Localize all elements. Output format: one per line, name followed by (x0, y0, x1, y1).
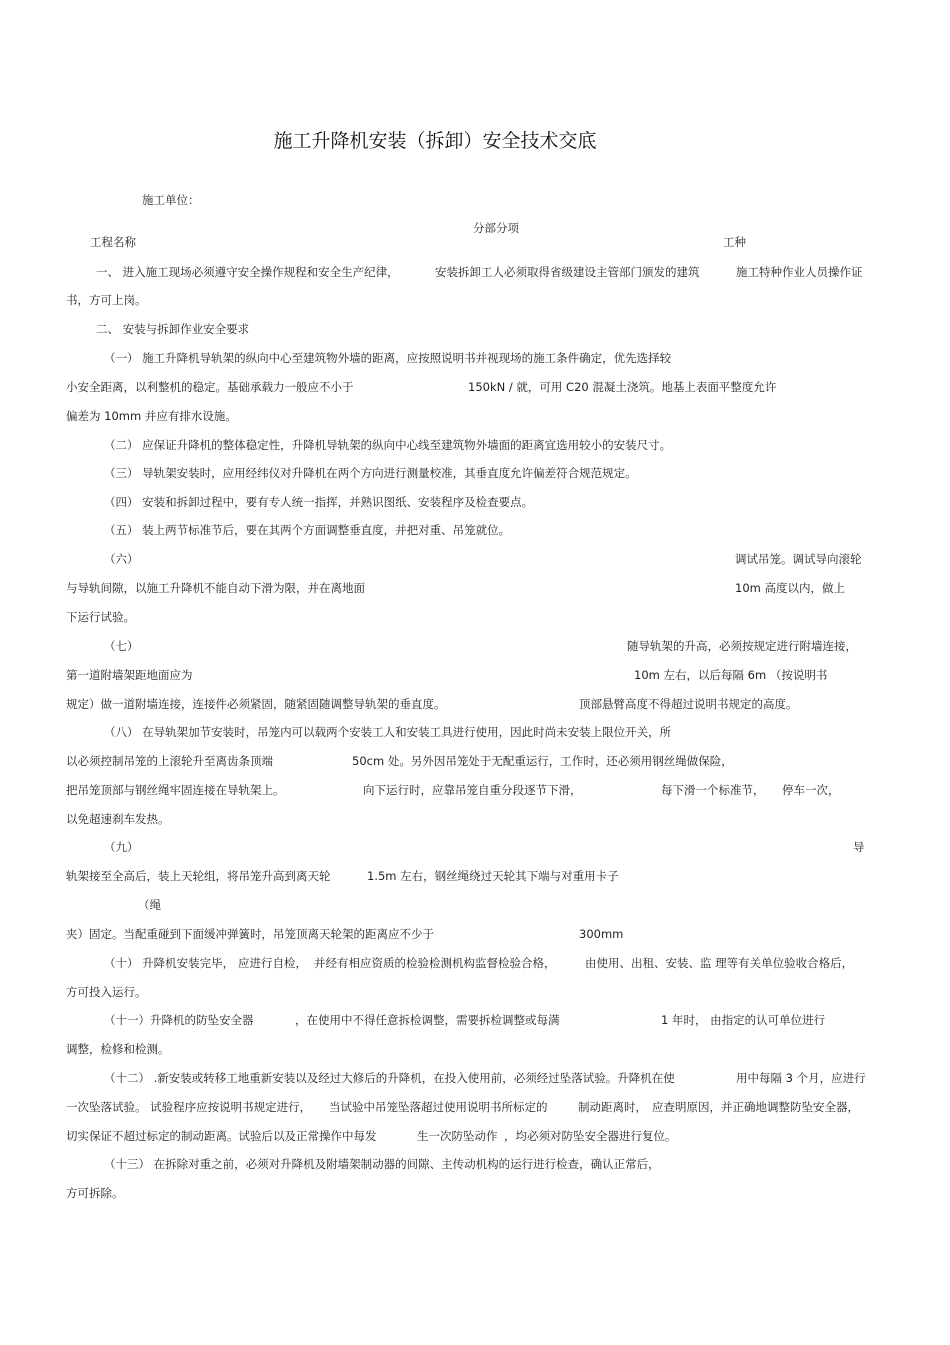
text-line: （六） (104, 552, 139, 566)
text-line: 应进行自检， (238, 956, 307, 970)
text-line: （十一）升降机的防坠安全器 (104, 1013, 254, 1027)
text-line: （绳 (138, 898, 161, 912)
text-line: （七） (104, 639, 139, 653)
text-line: 并经有相应资质的检验检测机构监督检验合格， (314, 956, 556, 970)
text-line: 调试吊笼。调试导向滚轮 (735, 552, 862, 566)
subitem-label: 分部分项 (473, 221, 519, 235)
text-line: 把吊笼顶部与钢丝绳牢固连接在导轨架上。 (66, 783, 285, 797)
text-line: 以免超速刹车发热。 (66, 812, 170, 826)
text-line: （二） 应保证升降机的整体稳定性，升降机导轨架的纵向中心线至建筑物外墙面的距离宜选用较小的安装尺寸。 (104, 438, 672, 452)
text-line: 二、 安装与拆卸作业安全要求 (96, 322, 250, 336)
text-line: （十三） 在拆除对重之前，必须对升降机及附墙架制动器的间隙、主传动机构的运行进行检查，确认正常后， (104, 1157, 660, 1171)
text-line: （四） 安装和拆卸过程中，要有专人统一指挥，并熟识图纸、安装程序及检查要点。 (104, 495, 534, 509)
text-line: （八） 在导轨架加节安装时，吊笼内可以载两个安装工人和安装工具进行使用，因此时尚未安装上限位开关，所 (104, 725, 672, 739)
text-line: 150kN / 就，可用 C20 混凝土浇筑。地基上表面平整度允许 (468, 380, 777, 394)
text-line: 制动距离时， (578, 1100, 647, 1114)
text-line: 书，方可上岗。 (66, 293, 147, 307)
text-line: （五） 装上两节标准节后，要在其两个方面调整垂直度，并把对重、吊笼就位。 (104, 523, 511, 537)
text-line: 施工特种作业人员操作证 (736, 265, 863, 279)
text-line: 调整，检修和检测。 (66, 1042, 170, 1056)
text-line: 小安全距离，以利整机的稳定。基础承载力一般应不小于 (66, 380, 354, 394)
text-line: 夹）固定。当配重碰到下面缓冲弹簧时，吊笼顶离天轮架的距离应不少于 (66, 927, 434, 941)
text-line: 应查明原因，并正确地调整防坠安全器， (652, 1100, 859, 1114)
text-line: 偏差为 10mm 并应有排水设施。 (66, 409, 237, 423)
text-line: 50cm 处。另外因吊笼处于无配重运行，工作时，还必须用钢丝绳做保险， (352, 754, 733, 768)
text-line: 生一次防坠动作 (417, 1129, 498, 1143)
text-line: 以必须控制吊笼的上滚轮升至离齿条顶端 (66, 754, 273, 768)
text-line: 当试验中吊笼坠落超过使用说明书所标定的 (329, 1100, 548, 1114)
text-line: 10m 左右，以后每隔 6m （按说明书 (634, 668, 828, 682)
text-line: 停车一次， (782, 783, 840, 797)
text-line: 向下运行时，应靠吊笼自重分段逐节下滑， (363, 783, 582, 797)
text-line: 1.5m 左右，钢丝绳绕过天轮其下端与对重用卡子 (367, 869, 619, 883)
text-line: 一、 进入施工现场必须遵守安全操作规程和安全生产纪律， (96, 265, 399, 279)
text-line: 每下滑一个标准节， (661, 783, 765, 797)
text-line: 轨架接至全高后，装上天轮组，将吊笼升高到离天轮 (66, 869, 331, 883)
text-line: 1 年时， 由指定的认可单位进行 (661, 1013, 826, 1027)
text-line: 用中每隔 3 个月，应进行 (736, 1071, 866, 1085)
text-line: 切实保证不超过标定的制动距离。试验后以及正常操作中每发 (66, 1129, 377, 1143)
text-line: （十二） .新安装或转移工地重新安装以及经过大修后的升降机，在投入使用前，必须经过坠落试验。升降机在使 (104, 1071, 675, 1085)
text-line: 规定）做一道附墙连接，连接件必须紧固，随紧固随调整导轨架的垂直度。 (66, 697, 446, 711)
text-line: ，均必须对防坠安全器进行复位。 (504, 1129, 677, 1143)
text-line: （三） 导轨架安装时，应用经纬仪对升降机在两个方向进行测量校准，其垂直度允许偏差符合规范规定。 (104, 466, 637, 480)
text-line: 由使用、出租、安装、监 理等有关单位验收合格后， (585, 956, 854, 970)
text-line: 方可投入运行。 (66, 985, 147, 999)
text-line: 300mm (579, 927, 624, 941)
text-line: 与导轨间隙，以施工升降机不能自动下滑为限，并在离地面 (66, 581, 365, 595)
text-line: 一次坠落试验。 试验程序应按说明书规定进行， (66, 1100, 312, 1114)
text-line: 导 (853, 840, 865, 854)
text-line: （一） 施工升降机导轨架的纵向中心至建筑物外墙的距离，应按照说明书并视现场的施工条件确定，优先选择较 (104, 351, 672, 365)
text-line: 随导轨架的升高，必须按规定进行附墙连接， (627, 639, 857, 653)
document-title: 施工升降机安装（拆卸）安全技术交底 (273, 130, 597, 152)
text-line: ，在使用中不得任意拆检调整，需要拆检调整或每满 (295, 1013, 560, 1027)
text-line: （十） 升降机安装完毕， (104, 956, 235, 970)
unit-label: 施工单位： (142, 193, 200, 207)
text-line: 下运行试验。 (66, 610, 135, 624)
worktype-label: 工种 (723, 235, 746, 249)
text-line: 方可拆除。 (66, 1186, 124, 1200)
project-label: 工程名称 (90, 235, 136, 249)
text-line: 安装拆卸工人必须取得省级建设主管部门颁发的建筑 (435, 265, 700, 279)
text-line: 第一道附墙架距地面应为 (66, 668, 193, 682)
text-line: （九） (104, 840, 139, 854)
text-line: 10m 高度以内，做上 (735, 581, 845, 595)
text-line: 顶部悬臂高度不得超过说明书规定的高度。 (579, 697, 798, 711)
